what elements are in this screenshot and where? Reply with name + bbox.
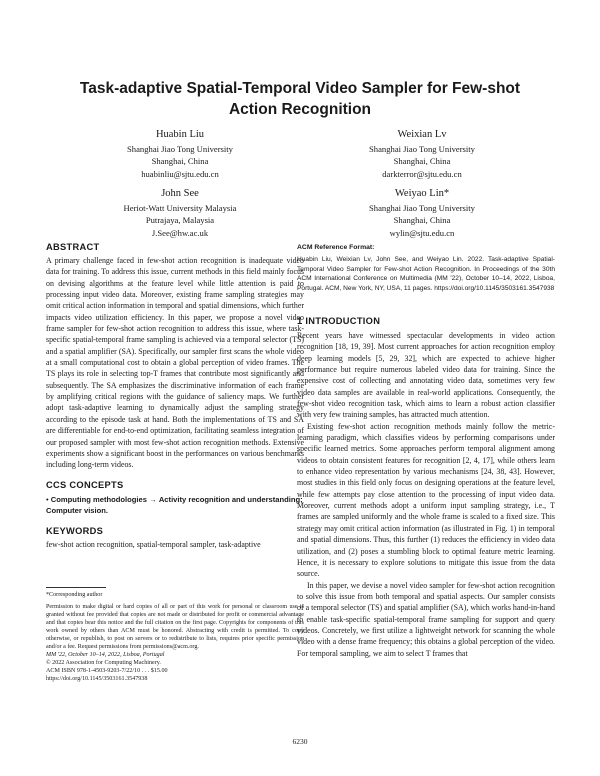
ccs-heading: CCS CONCEPTS bbox=[46, 479, 124, 490]
author-affiliation: Shanghai Jiao Tong University bbox=[369, 203, 475, 213]
author-affiliation: Shanghai Jiao Tong University bbox=[369, 144, 475, 154]
isbn-line: ACM ISBN 978-1-4503-9203-7/22/10 . . . $15.00 bbox=[46, 668, 168, 674]
paper-title: Task-adaptive Spatial-Temporal Video Sampler for Few-shot Action Recognition bbox=[79, 80, 521, 118]
author-email: J.See@hw.ac.uk bbox=[151, 227, 209, 238]
introduction-heading: 1 INTRODUCTION bbox=[297, 315, 381, 326]
author-block-1 bbox=[60, 128, 300, 180]
author-block-3 bbox=[60, 187, 300, 239]
author-email: wylin@sjtu.edu.cn bbox=[389, 227, 455, 238]
intro-paragraph-2: Existing few-shot action recognition methods mainly follow the metric-learning paradigm, which classifies videos by performing comparisons under specific learned metrics. Some approaches perform temporal alignment among videos to obtain consistent features for recognition [2, 4, 17], while others learn to enhance video representation by various mechanisms [24, 38, 43]. However, most studies in this field only focus on designing operations at the feature level, while few attempts pay close attention to the processing of input video data. Moreover, current methods adopt a uniform input sampling strategy, i.e., T frames are sampled uniformly and the whole frame is scaled to a fixed size. This strategy may omit critical action information (as illustrated in Fig. 1) in temporal and spatial dimensions. Thus, this further (1) reduces the efficiency in video data utilization, and (2) poses a stumbling block to optimal feature metric learning. Hence, it is necessary to explore solutions to mitigate this issue from the data source. bbox=[297, 421, 555, 579]
author-name: John See bbox=[161, 188, 199, 199]
ccs-bullet: • bbox=[46, 494, 49, 504]
author-email: huabinliu@sjtu.edu.cn bbox=[141, 168, 219, 179]
corresponding-author-note: *Corresponding author bbox=[46, 592, 103, 598]
author-affiliation: Heriot-Watt University Malaysia bbox=[123, 203, 237, 213]
abstract-heading: ABSTRACT bbox=[46, 242, 100, 252]
footnote-block bbox=[46, 591, 304, 683]
left-column bbox=[46, 241, 304, 550]
right-column bbox=[297, 242, 555, 659]
author-affiliation: Shanghai Jiao Tong University bbox=[127, 144, 233, 154]
author-block-4 bbox=[302, 187, 542, 239]
reference-format-heading: ACM Reference Format: bbox=[297, 244, 375, 251]
intro-paragraph-3: In this paper, we devise a novel video sampler for few-shot action recognition to solve this issue from both temporal and spatial aspects. Our sampler consists of a temporal selector (TS) and spatial amplifier (SA), which works hand-in-hand to enable task-specific spatial-temporal frame sampling for support and query videos. Concretely, we first utilize a lightweight network for scanning the whole video with a dense frame frequency; this obtains a global perception of the video. For temporal sampling, we aim to select T frames that bbox=[297, 580, 555, 658]
reference-format-text: Huabin Liu, Weixian Lv, John See, and Weiyao Lin. 2022. Task-adaptive Spatial-Temporal Video Sampler for Few-shot Action Recognition. In Proceedings of the 30th ACM International Conference on Multimedia (MM '22), October 10–14, 2022, Lisboa, Portugal. ACM, New York, NY, USA, 11 pages. https://doi.org/10.1145/3503161.3547938 bbox=[297, 256, 555, 292]
ccs-concept-2: Activity recognition and understanding; Computer vision. bbox=[46, 494, 303, 515]
footnote-rule bbox=[46, 587, 106, 588]
author-block-2 bbox=[302, 128, 542, 180]
author-name: Weixian Lv bbox=[397, 129, 447, 140]
author-location: Shanghai, China bbox=[393, 156, 451, 167]
author-email: darkterror@sjtu.edu.cn bbox=[382, 168, 462, 179]
abstract-text: A primary challenge faced in few-shot action recognition is inadequate video data for training. To address this issue, current methods in this field mainly focus on devising algorithms at the feature level while little attention is paid to processing input video data. Moreover, existing frame sampling strategies may omit critical action information in temporal and spatial dimensions, which further impacts video utilization efficiency. In this paper, we propose a novel video frame sampler for few-shot action recognition to address this issue, where task-specific spatial-temporal frame sampling is achieved via a temporal selector (TS) and a spatial amplifier (SA). Specifically, our sampler first scans the whole video at a small computational cost to obtain a global perception of video frames. The TS plays its role in selecting top-T frames that contribute most significantly and subsequently. The SA emphasizes the discriminative information of each frame by amplifying critical regions with the guidance of saliency maps. We further adopt task-adaptive learning to dynamically adjust the sampling strategy according to the episode task at hand. Both the implementations of TS and SA are differentiable for end-to-end optimization, facilitating seamless integration of our proposed sampler with most few-shot action recognition methods. Extensive experiments show a significant boost in the performances on various benchmarks including long-term videos. bbox=[46, 256, 304, 470]
copyright-line: © 2022 Association for Computing Machinery. bbox=[46, 660, 161, 666]
page-number: 6230 bbox=[292, 737, 308, 746]
intro-paragraph-1: Recent years have witnessed spectacular developments in video action recognition [18, 19, 39]. Most current approaches for action recognition employ deep learning models [5, 29, 32], which are expected to achieve higher performance but require numerous labeled video data for training. Since the expensive cost of collecting and annotating video data, sometimes very few video data samples are available in real-world applications. Consequently, the few-shot video recognition task, which aims to learn a robust action classifier with very few training samples, has attracted much attention. bbox=[297, 330, 555, 420]
permission-notice: Permission to make digital or hard copies of all or part of this work for personal or classroom use is granted without fee provided that copies are not made or distributed for profit or commercial advantage and that copies bear this notice and the full citation on the first page. Copyrights for components of this work owned by others than ACM must be honored. Abstracting with credit is permitted. To copy otherwise, or republish, to post on servers or to redistribute to lists, requires prior specific permission and/or a fee. Request permissions from permissions@acm.org. bbox=[46, 604, 304, 650]
doi-line: https://doi.org/10.1145/3503161.3547938 bbox=[46, 676, 148, 682]
author-name: Weiyao Lin* bbox=[394, 188, 450, 199]
author-location: Shanghai, China bbox=[151, 156, 209, 167]
arrow-icon: → bbox=[149, 494, 157, 504]
venue-line: MM '22, October 10–14, 2022, Lisboa, Portugal bbox=[46, 652, 165, 658]
ccs-concepts bbox=[46, 494, 304, 516]
keywords-text: few-shot action recognition, spatial-temporal sampler, task-adaptive bbox=[46, 539, 261, 549]
author-location: Shanghai, China bbox=[393, 215, 451, 226]
author-location: Putrajaya, Malaysia bbox=[145, 215, 215, 226]
ccs-concept-1: Computing methodologies bbox=[50, 494, 147, 504]
author-name: Huabin Liu bbox=[155, 129, 205, 140]
keywords-heading: KEYWORDS bbox=[46, 525, 104, 536]
